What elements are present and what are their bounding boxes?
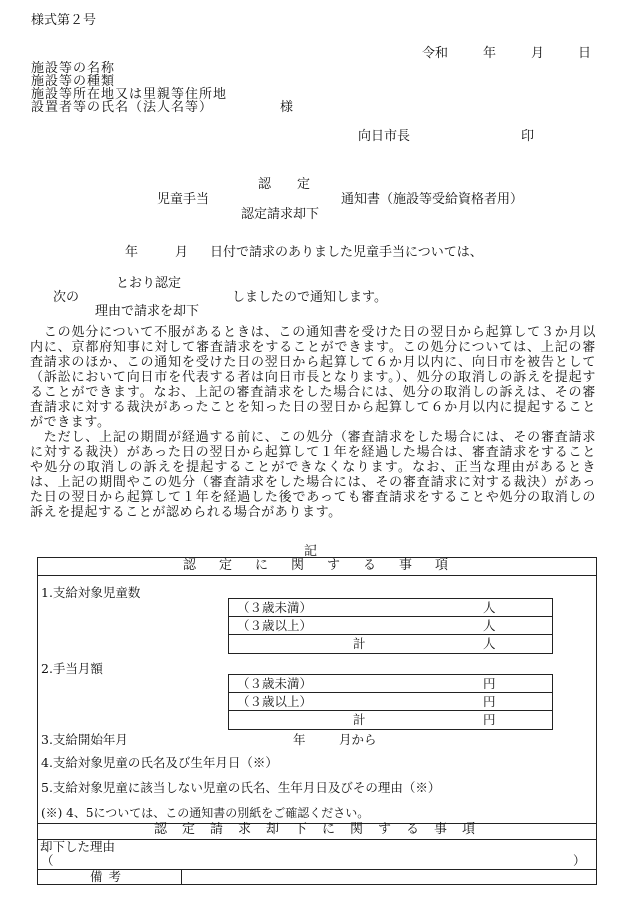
opening-month: 月 bbox=[175, 245, 189, 260]
title-left: 児童手当 bbox=[157, 192, 210, 207]
amount-over3-unit: 円 bbox=[483, 694, 496, 709]
title-right: 通知書（施設等受給資格者用） bbox=[341, 192, 524, 207]
remarks-label: 備考 bbox=[90, 869, 128, 884]
section-b-header-text: 認定請求却下に関する事項 bbox=[153, 822, 490, 837]
note-text: (※) 4、5については、この通知書の別紙をご確認ください。 bbox=[41, 806, 370, 820]
child-count-box bbox=[228, 598, 553, 654]
amount-total-unit: 円 bbox=[483, 712, 496, 727]
section-a-header-text: 認定に関する事項 bbox=[182, 558, 471, 573]
item1-label: 1.支給対象児童数 bbox=[41, 585, 141, 600]
child-count-under3-label: （３歳未満） bbox=[237, 600, 313, 615]
section-a-header bbox=[38, 559, 596, 575]
date-era: 令和 bbox=[422, 46, 449, 61]
form-number: 様式第２号 bbox=[31, 13, 97, 28]
details-table bbox=[37, 557, 597, 885]
honorific: 様 bbox=[280, 100, 294, 115]
reason-paren-close: ） bbox=[573, 853, 586, 868]
section-b-header bbox=[38, 823, 596, 839]
child-count-total-label: 計 bbox=[353, 636, 366, 651]
child-count-under3-unit: 人 bbox=[483, 600, 496, 615]
item5-label: 5.支給対象児童に該当しない児童の氏名、生年月日及びその理由（※） bbox=[41, 780, 441, 795]
facility-type-label: 施設等の種類 bbox=[31, 74, 116, 89]
opening-prefix: 次の bbox=[53, 290, 80, 305]
item3-month: 月から bbox=[339, 732, 377, 747]
amount-under3-label: （３歳未満） bbox=[237, 676, 313, 691]
seal-mark: 印 bbox=[521, 129, 535, 144]
opening-suffix: しましたので通知します。 bbox=[232, 290, 387, 305]
opening-option-reject: 理由で請求を却下 bbox=[95, 304, 200, 319]
child-count-total-unit: 人 bbox=[483, 636, 496, 651]
facility-name-label: 施設等の名称 bbox=[31, 61, 116, 76]
item4-label: 4.支給対象児童の氏名及び生年月日（※） bbox=[41, 755, 278, 770]
item3-label: 3.支給開始年月 bbox=[41, 732, 128, 747]
opening-option-approve: とおり認定 bbox=[116, 276, 182, 291]
ki-heading: 記 bbox=[304, 544, 318, 559]
amount-under3-unit: 円 bbox=[483, 676, 496, 691]
issuer: 向日市長 bbox=[358, 129, 411, 144]
date-month: 月 bbox=[531, 46, 545, 61]
date-year: 年 bbox=[483, 46, 497, 61]
item2-label: 2.手当月額 bbox=[41, 661, 103, 676]
reason-paren-open: （ bbox=[41, 853, 54, 868]
facility-address-label: 施設等所在地又は里親等住所地 bbox=[31, 87, 228, 102]
appeal-paragraph-1: この処分について不服があるときは、この通知書を受けた日の翌日から起算して３か月以内に、京都府知事に対して審査請求をすることができます。この処分については、上記の審査請求のほか、この通知を受けた日の翌日から起算して６か月以内に、向日市を被告として（訴訟において向日市を代表する者は向日市長となります。）、処分の取消しの訴えを提起することができます。なお、上記の審査請求をした場合には、処分の取消しの訴えは、その審査請求に対する裁決があったことを知った日の翌日から起算して６か月以内に提起することができます。 bbox=[30, 325, 596, 430]
amount-over3-label: （３歳以上） bbox=[237, 694, 313, 709]
date-day: 日 bbox=[578, 46, 592, 61]
appeal-paragraph-2: ただし、上記の期間が経過する前に、この処分（審査請求をした場合には、その審査請求に対する裁決）があった日の翌日から起算して１年を経過した場合は、審査請求をすることや処分の取消しの訴えを提起することができなくなります。なお、正当な理由があるときは、上記の期間やこの処分（審査請求をした場合には、その審査請求に対する裁決）があった日の翌日から起算して１年を経過した後であっても審査請求をすることや処分の取消しの訴えを提起することが認められる場合があります。 bbox=[30, 430, 596, 520]
child-count-over3-label: （３歳以上） bbox=[237, 618, 313, 633]
founder-name-label: 設置者等の氏名（法人名等） bbox=[31, 100, 214, 115]
amount-total-label: 計 bbox=[353, 712, 366, 727]
opening-text: 日付で請求のありました児童手当については、 bbox=[210, 245, 483, 260]
rejection-reason-label: 却下した理由 bbox=[40, 839, 116, 854]
title-top: 認 定 bbox=[258, 177, 311, 192]
item3-year: 年 bbox=[293, 732, 306, 747]
opening-year: 年 bbox=[125, 245, 139, 260]
child-count-over3-unit: 人 bbox=[483, 618, 496, 633]
title-bottom: 認定請求却下 bbox=[241, 207, 320, 222]
monthly-amount-box bbox=[228, 674, 553, 730]
